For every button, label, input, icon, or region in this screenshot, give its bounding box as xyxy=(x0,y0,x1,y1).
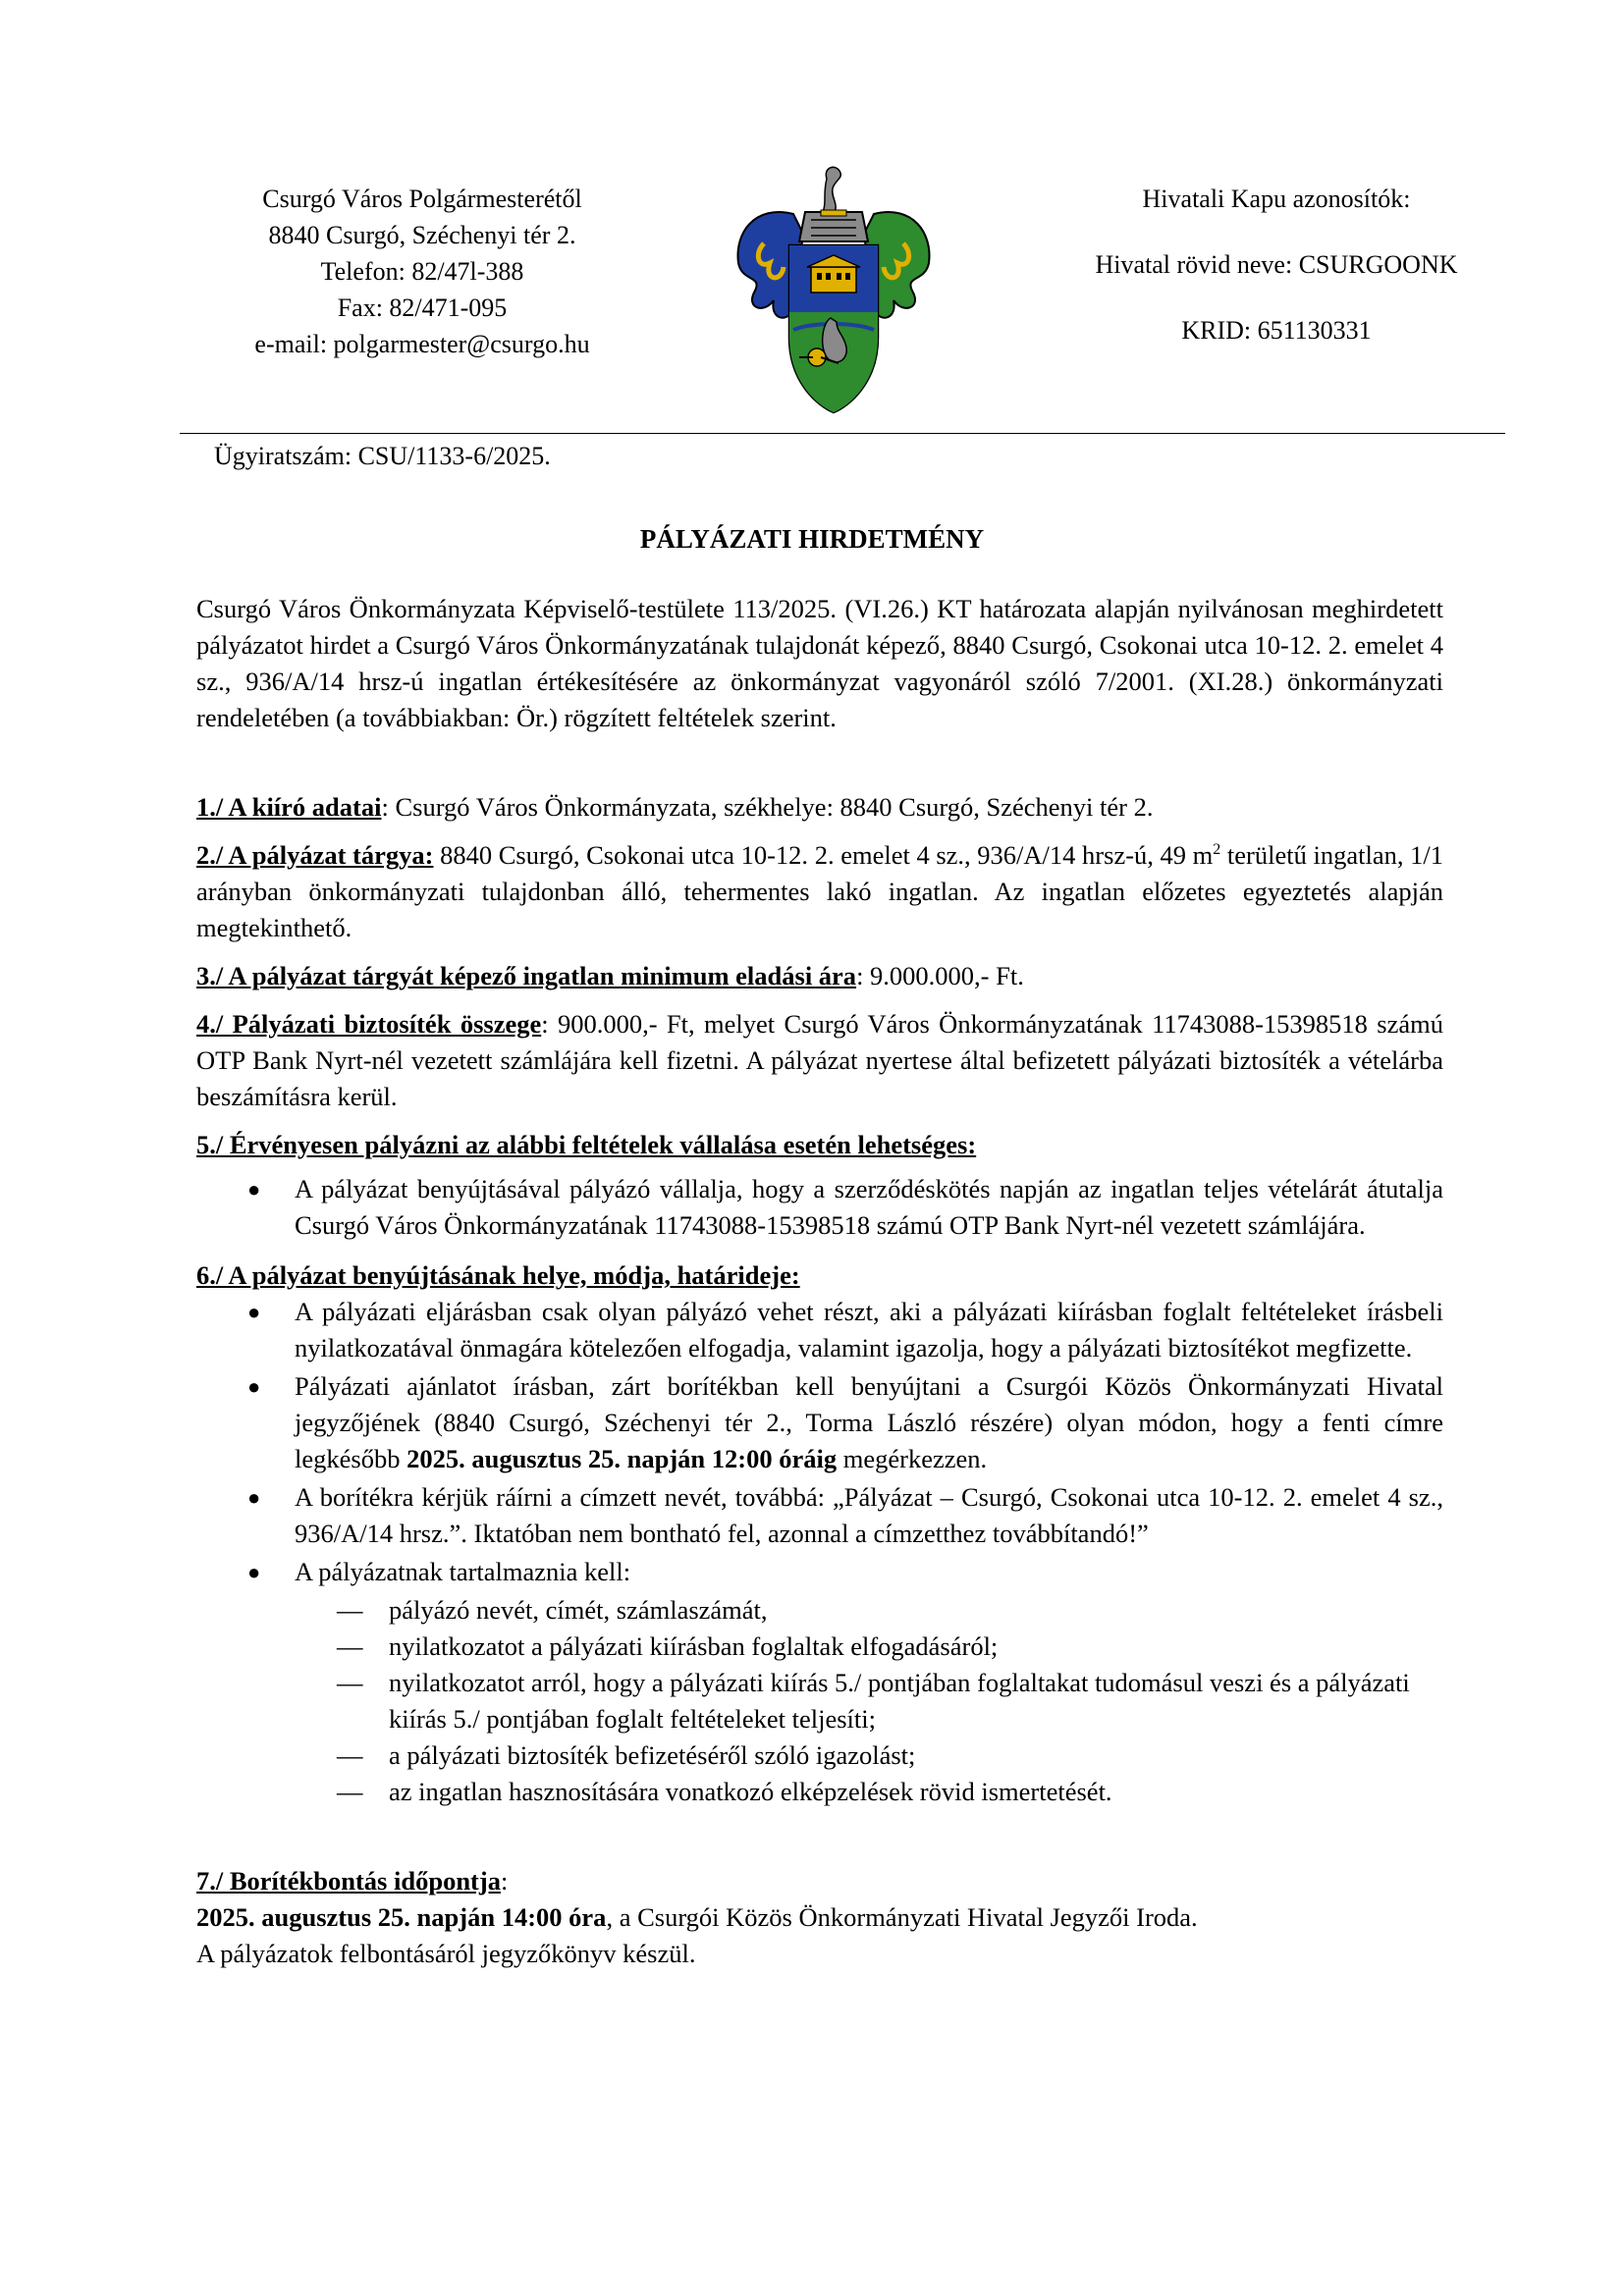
sender-fax: Fax: 82/471-095 xyxy=(337,294,508,322)
sender-email: e-mail: polgarmester@csurgo.hu xyxy=(254,330,590,358)
sender-name: Csurgó Város Polgármesterétől xyxy=(262,185,582,213)
bullet-icon: ● xyxy=(247,1300,261,1324)
section-2 xyxy=(196,837,1443,946)
requirement-text: nyilatkozatot a pályázati kiírásban foglaltak elfogadásáról; xyxy=(389,1631,999,1661)
list-item xyxy=(196,1294,1443,1366)
section-4-text: : 900.000,- Ft, melyet Csurgó Város Önkormányzatának 11743088-15398518 számú OTP Bank Nyrt-nél vezetett számlájára kell fizetni. A pályázat nyertese által befizetett pályázati biztosíték a vételárba beszámításra kerül. xyxy=(196,1009,1443,1111)
section-6-bullet-3: A borítékra kérjük ráírni a címzett nevét, továbbá: „Pályázat – Csurgó, Csokonai utca 10-12. 2. emelet 4 sz., 936/A/14 hrsz.”. Iktatóban nem bontható fel, azonnal a címzetthez továbbítandó!” xyxy=(295,1482,1443,1548)
section-6-bullet-2a: Pályázati ajánlatot írásban, zárt borítékban kell benyújtani a Csurgói Közös Önkormányzati Hivatal jegyzőjének (8840 Csurgó, Széchenyi tér 2., Torma László részére) olyan módon, hogy a fenti címre legkésőbb xyxy=(295,1371,1443,1473)
coat-of-arms-logo xyxy=(725,165,943,420)
section-6-heading: 6./ A pályázat benyújtásának helye, módja, határideje: xyxy=(196,1260,800,1290)
list-item xyxy=(196,1479,1443,1552)
dash-icon: — xyxy=(337,1740,363,1770)
intro-paragraph: Csurgó Város Önkormányzata Képviselő-testülete 113/2025. (VI.26.) KT határozata alapján nyilvánosan meghirdetett pályázatot hirdet a Csurgó Város Önkormányzatának tulajdonát képező, 8840 Csurgó, Csokonai utca 10-12. 2. emelet 4 sz., 936/A/14 hrsz-ú ingatlan értékesítésére az önkormányzat vagyonáról szóló 7/2001. (XI.28.) önkormányzati rendeletében (a továbbiakban: Ör.) rögzített feltételek szerint. xyxy=(196,594,1443,732)
list-item xyxy=(196,1171,1443,1244)
list-item xyxy=(196,1629,1443,1665)
section-2-text-a: 8840 Csurgó, Csokonai utca 10-12. 2. emelet 4 sz., 936/A/14 hrsz-ú, 49 m xyxy=(433,840,1214,870)
section-3-heading: 3./ A pályázat tárgyát képező ingatlan minimum eladási ára xyxy=(196,961,857,990)
list-item xyxy=(196,1368,1443,1477)
requirement-text: nyilatkozatot arról, hogy a pályázati kiírás 5./ pontjában foglaltakat tudomásul veszi és a pályázati kiírás 5./ pontjában foglalt feltételeket teljesíti; xyxy=(389,1668,1410,1734)
section-5-bullet-text: A pályázat benyújtásával pályázó vállalja, hogy a szerződéskötés napján az ingatlan teljes vételárát átutalja Csurgó Város Önkormányzatának 11743088-15398518 számú OTP Bank Nyrt-nél vezetett számlájára. xyxy=(295,1174,1443,1240)
section-1 xyxy=(196,789,1443,826)
deadline-text: 2025. augusztus 25. napján 12:00 óráig xyxy=(406,1444,838,1473)
section-1-heading: 1./ A kiíró adatai xyxy=(196,792,382,822)
requirement-text: az ingatlan hasznosítására vonatkozó elképzelések rövid ismertetését. xyxy=(389,1777,1112,1806)
section-7 xyxy=(196,1863,1443,1899)
section-7-colon: : xyxy=(500,1866,509,1896)
section-2-text-b: területű ingatlan, 1/1 arányban önkormányzati tulajdonban álló, tehermentes lakó ingatlan. Az ingatlan előzetes egyeztetés alapján megtekinthető. xyxy=(196,840,1443,942)
case-number: Ügyiratszám: CSU/1133-6/2025. xyxy=(214,442,551,470)
sender-address: 8840 Csurgó, Széchenyi tér 2. xyxy=(268,221,576,249)
document-body xyxy=(196,591,1443,1972)
opening-location: , a Csurgói Közös Önkormányzati Hivatal Jegyzői Iroda. xyxy=(606,1902,1198,1932)
sender-block xyxy=(177,181,668,362)
dash-icon: — xyxy=(337,1777,363,1806)
header-divider xyxy=(180,433,1505,434)
section-1-text: : Csurgó Város Önkormányzata, székhelye: 8840 Csurgó, Széchenyi tér 2. xyxy=(381,792,1154,822)
minutes-note: A pályázatok felbontásáról jegyzőkönyv készül. xyxy=(196,1939,696,1968)
list-item xyxy=(196,1592,1443,1629)
section-2-sup: 2 xyxy=(1213,841,1221,859)
office-krid: KRID: 651130331 xyxy=(1181,316,1372,345)
gateway-block xyxy=(1021,181,1532,378)
section-5-list xyxy=(196,1171,1443,1244)
sender-phone: Telefon: 82/47l-388 xyxy=(320,257,524,286)
section-6-bullet-4: A pályázatnak tartalmaznia kell: xyxy=(295,1557,631,1586)
list-item xyxy=(196,1774,1443,1810)
list-item xyxy=(196,1737,1443,1774)
dash-icon: — xyxy=(337,1631,363,1661)
opening-time xyxy=(196,1899,1443,1936)
bullet-icon: ● xyxy=(247,1560,261,1584)
bullet-icon: ● xyxy=(247,1485,261,1510)
section-3 xyxy=(196,958,1443,994)
section-6 xyxy=(196,1257,1443,1294)
gateway-title: Hivatali Kapu azonosítók: xyxy=(1142,185,1411,213)
dash-icon: — xyxy=(337,1668,363,1697)
dash-icon: — xyxy=(337,1595,363,1625)
list-item xyxy=(196,1665,1443,1737)
section-2-heading: 2./ A pályázat tárgya: xyxy=(196,840,434,870)
page-title: PÁLYÁZATI HIRDETMÉNY xyxy=(639,524,985,554)
section-7-heading: 7./ Borítékbontás időpontja xyxy=(196,1866,501,1896)
requirements-list xyxy=(196,1592,1443,1810)
section-6-bullet-2b: megérkezzen. xyxy=(837,1444,988,1473)
section-3-text: : 9.000.000,- Ft. xyxy=(856,961,1024,990)
section-4-heading: 4./ Pályázati biztosíték összege xyxy=(196,1009,542,1039)
opening-date: 2025. augusztus 25. napján 14:00 óra xyxy=(196,1902,607,1932)
section-5-heading: 5./ Érvényesen pályázni az alábbi feltételek vállalása esetén lehetséges: xyxy=(196,1130,977,1159)
section-6-bullet-1: A pályázati eljárásban csak olyan pályázó vehet részt, aki a pályázati kiírásban foglalt feltételeket írásbeli nyilatkozatával önmagára kötelezően elfogadja, valamint igazolja, hogy a pályázati biztosítékot megfizette. xyxy=(295,1297,1443,1362)
section-4 xyxy=(196,1006,1443,1115)
office-short-name: Hivatal rövid neve: CSURGOONK xyxy=(1095,250,1458,279)
section-6-list xyxy=(196,1294,1443,1590)
list-item xyxy=(196,1554,1443,1590)
requirement-text: a pályázati biztosíték befizetéséről szóló igazolást; xyxy=(389,1740,916,1770)
bullet-icon: ● xyxy=(247,1177,261,1201)
requirement-text: pályázó nevét, címét, számlaszámát, xyxy=(389,1595,768,1625)
bullet-icon: ● xyxy=(247,1374,261,1399)
section-5 xyxy=(196,1127,1443,1163)
